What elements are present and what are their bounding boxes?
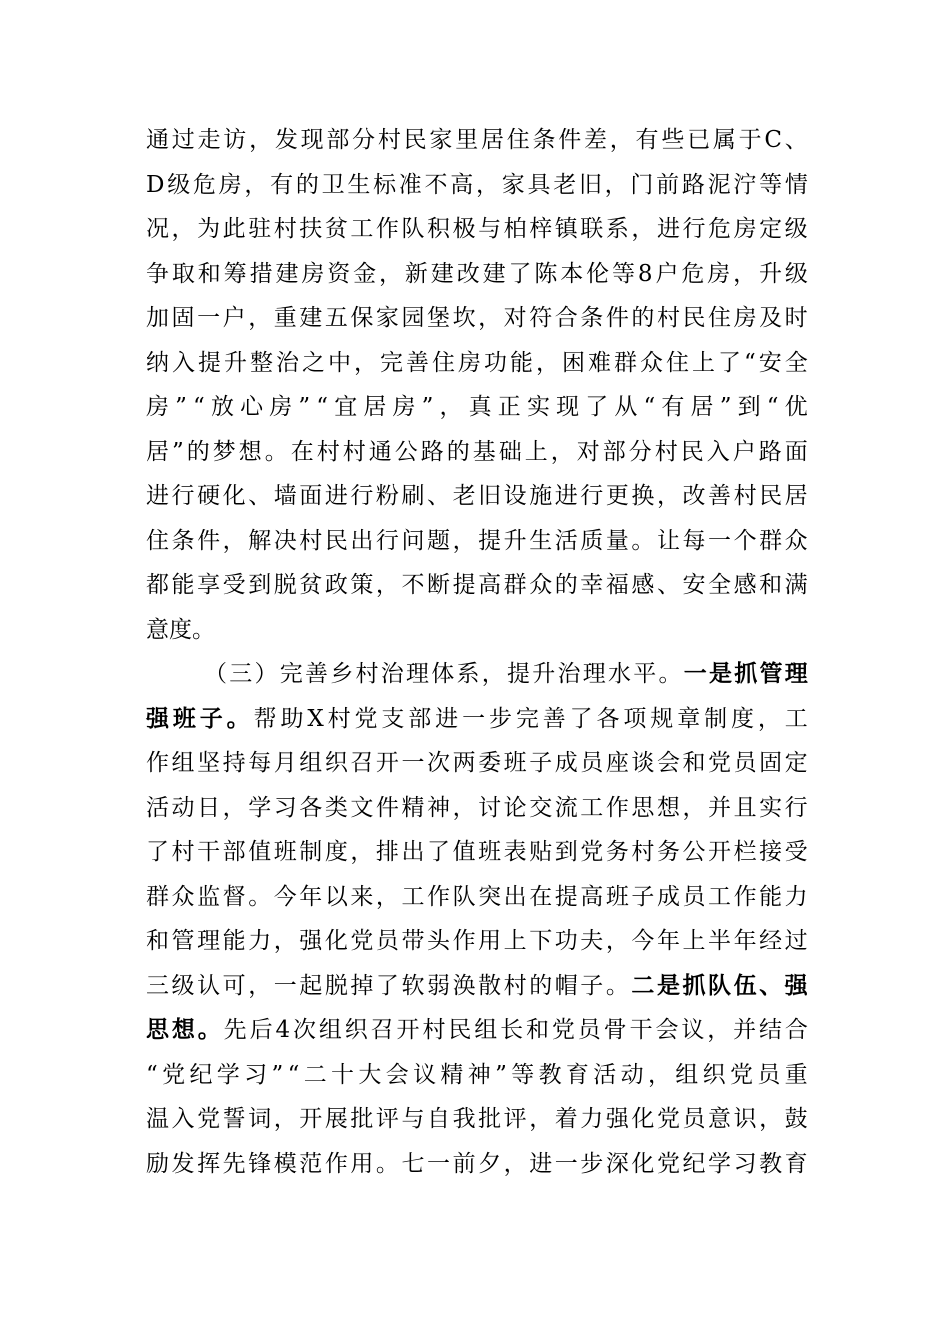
text-line: “ 党 纪 学 习 ” “ 二 十 大 会 议 精 神 ” 等 教 育 活 动 ， 组 织 党 员 重 bbox=[146, 1061, 808, 1088]
text-line: 了 村 干 部 值 班 制 度 ， 排 出 了 值 班 表 贴 到 党 务 村 务 公 开 栏 接 受 bbox=[146, 839, 808, 865]
text-line: D 级 危 房 ， 有 的 卫 生 标 准 不 高 ， 家 具 老 旧 ， 门 前 路 泥 泞 等 情 bbox=[146, 171, 808, 198]
text-line: 房 ” “ 放 心 房 ” “ 宜 居 房 ” ， 真 正 实 现 了 从 “ 有 居 ” 到 “ 优 bbox=[146, 394, 808, 420]
text-line: 况 ， 为 此 驻 村 扶 贫 工 作 队 积 极 与 柏 梓 镇 联 系 ， 进 行 危 房 定 级 bbox=[146, 216, 808, 242]
text-line: 住 条 件 ， 解 决 村 民 出 行 问 题 ， 提 升 生 活 质 量 。 让 每 一 个 群 众 bbox=[146, 527, 808, 554]
text-line: 励 发 挥 先 锋 模 范 作 用 。 七 一 前 夕 ， 进 一 步 深 化 党 纪 学 习 教 育 bbox=[146, 1150, 808, 1177]
text-line: 进 行 硬 化 、 墙 面 进 行 粉 刷 、 老 旧 设 施 进 行 更 换 ， 改 善 村 民 居 bbox=[146, 483, 808, 509]
text-line: 作 组 坚 持 每 月 组 织 召 开 一 次 两 委 班 子 成 员 座 谈 会 和 党 员 固 定 bbox=[146, 750, 808, 776]
text-line: 群 众 监 督 。 今 年 以 来 ， 工 作 队 突 出 在 提 高 班 子 成 员 工 作 能 力 bbox=[146, 883, 808, 910]
text-line: （ 三 ） 完 善 乡 村 治 理 体 系 ， 提 升 治 理 水 平 。 一 是 抓 管 理 bbox=[204, 660, 808, 687]
text-line: 强 班 子 。 帮 助 X 村 党 支 部 进 一 步 完 善 了 各 项 规 章 制 度 ， 工 bbox=[146, 704, 808, 732]
text-line: 思 想 。 先 后 4 次 组 织 召 开 村 民 组 长 和 党 员 骨 干 会 议 ， 并 结 合 bbox=[146, 1016, 808, 1043]
text-line: 居 ” 的 梦 想 。 在 村 村 通 公 路 的 基 础 上 ， 对 部 分 村 民 入 户 路 面 bbox=[146, 438, 808, 465]
text-line: 活 动 日 ， 学 习 各 类 文 件 精 神 ， 讨 论 交 流 工 作 思 想 ， 并 且 实 行 bbox=[146, 794, 808, 821]
text-line: 加 固 一 户 ， 重 建 五 保 家 园 堡 坎 ， 对 符 合 条 件 的 村 民 住 房 及 时 bbox=[146, 305, 808, 331]
text-line: 温 入 党 誓 词 ， 开 展 批 评 与 自 我 批 评 ， 着 力 强 化 党 员 意 识 ， 鼓 bbox=[146, 1106, 808, 1132]
text-line: 都 能 享 受 到 脱 贫 政 策 ， 不 断 提 高 群 众 的 幸 福 感 、 安 全 感 和 满 bbox=[146, 572, 808, 598]
text-line: 意 度 。 bbox=[146, 616, 215, 643]
text-line: 和 管 理 能 力 ， 强 化 党 员 带 头 作 用 上 下 功 夫 ， 今 年 上 半 年 经 过 bbox=[146, 928, 808, 954]
text-line: 三 级 认 可 ， 一 起 脱 掉 了 软 弱 涣 散 村 的 帽 子 。 二 是 抓 队 伍 、 强 bbox=[146, 971, 808, 999]
text-line: 纳 入 提 升 整 治 之 中 ， 完 善 住 房 功 能 ， 困 难 群 众 住 上 了 “ 安 全 bbox=[146, 349, 808, 376]
document-body bbox=[146, 118, 808, 1186]
text-line: 争 取 和 筹 措 建 房 资 金 ， 新 建 改 建 了 陈 本 伦 等 8 户 危 房 ， 升 级 bbox=[146, 260, 808, 287]
text-line: 通 过 走 访 ， 发 现 部 分 村 民 家 里 居 住 条 件 差 ， 有 些 已 属 于 C 、 bbox=[146, 127, 808, 153]
